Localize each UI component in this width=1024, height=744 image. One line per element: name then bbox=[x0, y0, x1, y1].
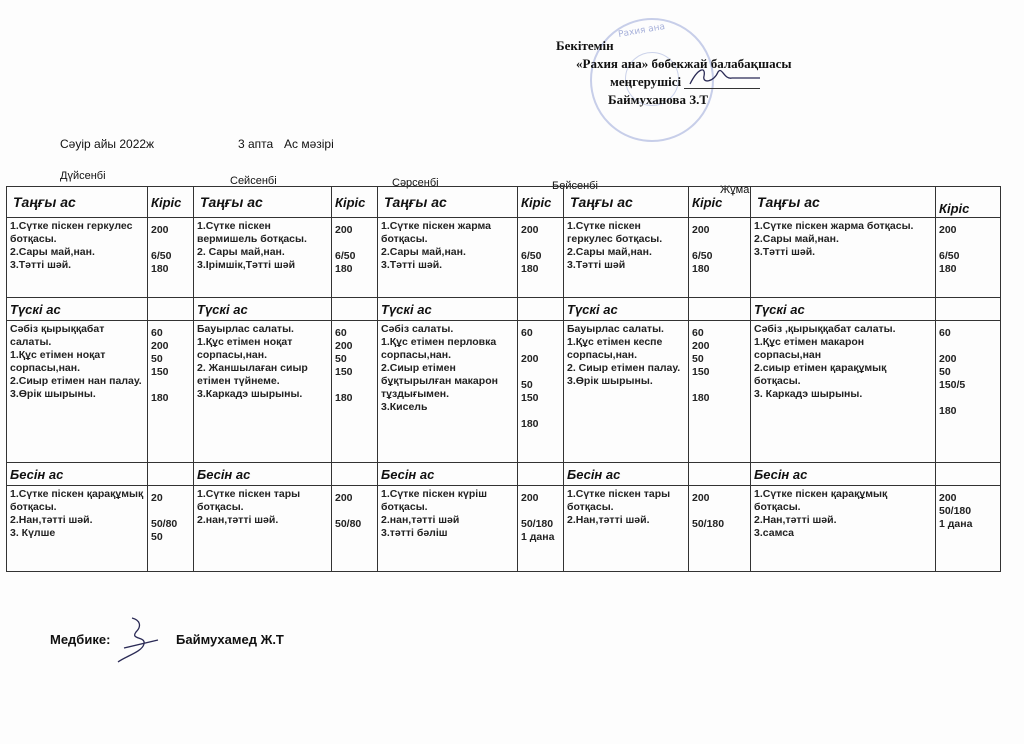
breakfast-menu-item: 2.Сары май,нан. bbox=[10, 246, 95, 258]
breakfast-yield-value: 6/50 bbox=[692, 250, 713, 262]
dinner-menu-item: 2.Нан,тәтті шәй. bbox=[10, 514, 93, 526]
dinner-menu-item: 1.Сүтке піскен қарақұмық ботқасы. bbox=[754, 488, 888, 513]
dinner-yield-value: 50 bbox=[151, 531, 163, 543]
breakfast-menu-item: 2.Сары май,нан. bbox=[381, 246, 466, 258]
breakfast-yield-value: 6/50 bbox=[521, 250, 542, 262]
day-friday: Жұма bbox=[720, 184, 750, 196]
dinner-yield-cell bbox=[689, 486, 751, 572]
lunch-heading: Түскі ас bbox=[7, 298, 148, 321]
dinner-menu-item: 2.нан,тәтті шәй bbox=[381, 514, 460, 526]
dinner-yield-value: 200 bbox=[335, 492, 353, 504]
breakfast-menu-item: 1.Сүтке піскен жарма ботқасы. bbox=[381, 220, 491, 245]
lunch-yield-value bbox=[939, 340, 997, 353]
lunch-menu-item: Бауырлас салаты. bbox=[197, 323, 294, 335]
lunch-heading: Түскі ас bbox=[194, 298, 332, 321]
dinner-items-cell bbox=[378, 486, 518, 572]
lunch-menu-item: 2.Сиыр етімен бұқтырылған макарон тұздығымен. bbox=[381, 362, 498, 400]
breakfast-menu-item: 1.Сүтке піскен жарма ботқасы. bbox=[754, 220, 914, 232]
breakfast-menu-item: 2. Сары май,нан. bbox=[197, 246, 285, 258]
dinner-heading: Бесін ас bbox=[194, 463, 332, 486]
lunch-yield-value: 50 bbox=[151, 353, 163, 365]
lunch-yield-value: 180 bbox=[692, 392, 710, 404]
breakfast-yield-value: 200 bbox=[939, 224, 957, 236]
dinner-menu-item: 3.тәтті бәліш bbox=[381, 527, 448, 539]
yield-heading: Кіріс bbox=[689, 187, 751, 218]
lunch-items-cell bbox=[378, 321, 518, 463]
dinner-menu-item: 1.Сүтке піскен тары ботқасы. bbox=[567, 488, 671, 513]
lunch-yield-value: 60 bbox=[521, 327, 533, 339]
dinner-yield-value: 50/80 bbox=[335, 518, 362, 530]
stamp-text: Рахия ана bbox=[617, 21, 666, 41]
lunch-menu-item: Сәбіз ,қырыққабат салаты. bbox=[754, 323, 896, 335]
breakfast-heading: Таңғы ас bbox=[564, 187, 689, 218]
day-monday: Дүйсенбі bbox=[60, 170, 106, 182]
lunch-menu-item: 1.Құс етімен ноқат сорпасы,нан. bbox=[10, 349, 106, 374]
lunch-menu-item: 3.Каркадэ шырыны. bbox=[197, 388, 303, 400]
lunch-yield-value: 200 bbox=[335, 340, 353, 352]
breakfast-menu-item: 3.Тәтті шәй. bbox=[381, 259, 443, 271]
lunch-items-cell bbox=[7, 321, 148, 463]
lunch-yield-value: 50 bbox=[521, 379, 533, 391]
lunch-menu-item: 2.Сиыр етімен нан палау. bbox=[10, 375, 142, 387]
breakfast-menu-item: 3.Ірімшік,Тәтті шәй bbox=[197, 259, 296, 271]
breakfast-menu-item: 3.Тәтті шәй. bbox=[754, 246, 816, 258]
lunch-menu-item: Бауырлас салаты. bbox=[567, 323, 664, 335]
lunch-yield-value: 150 bbox=[521, 392, 539, 404]
nurse-label: Медбике: bbox=[50, 632, 111, 647]
lunch-yield-value bbox=[335, 379, 374, 392]
dinner-items-cell bbox=[7, 486, 148, 572]
week-label: 3 апта bbox=[238, 137, 274, 151]
lunch-yield-value: 180 bbox=[521, 418, 539, 430]
dinner-items-cell bbox=[564, 486, 689, 572]
lunch-menu-item: 2. Жаншылаған сиыр етімен түйнеме. bbox=[197, 362, 308, 387]
lunch-yield-value bbox=[939, 392, 997, 405]
dinner-yield-value: 200 bbox=[692, 492, 710, 504]
lunch-yield-cell bbox=[936, 321, 1001, 463]
breakfast-items-cell bbox=[564, 218, 689, 298]
lunch-heading: Түскі ас bbox=[378, 298, 518, 321]
dinner-menu-item: 3. Күлше bbox=[10, 527, 56, 539]
day-wednesday: Сәрсенбі bbox=[392, 177, 439, 189]
breakfast-yield-value bbox=[151, 237, 190, 250]
breakfast-yield-value: 180 bbox=[939, 263, 957, 275]
breakfast-heading: Таңғы ас bbox=[194, 187, 332, 218]
lunch-menu-item: 3.Өрік шырыны. bbox=[567, 375, 653, 387]
lunch-yield-value: 180 bbox=[939, 405, 957, 417]
breakfast-menu-item: 2.Сары май,нан. bbox=[567, 246, 652, 258]
yield-heading: Кіріс bbox=[332, 187, 378, 218]
breakfast-yield-value: 6/50 bbox=[939, 250, 960, 262]
lunch-yield-cell bbox=[689, 321, 751, 463]
lunch-menu-item: Сәбіз салаты. bbox=[381, 323, 454, 335]
breakfast-items-cell bbox=[7, 218, 148, 298]
dinner-menu-item: 3.самса bbox=[754, 527, 795, 539]
lunch-yield-value: 60 bbox=[939, 327, 951, 339]
breakfast-yield-value: 6/50 bbox=[335, 250, 356, 262]
lunch-row bbox=[7, 321, 1001, 463]
lunch-yield-value: 60 bbox=[151, 327, 163, 339]
approval-title: Бекітемін bbox=[556, 38, 614, 53]
breakfast-yield-value bbox=[335, 237, 374, 250]
dinner-heading: Бесін ас bbox=[564, 463, 689, 486]
lunch-menu-item: 2.сиыр етімен қарақұмық ботқасы. bbox=[754, 362, 887, 387]
breakfast-yield-value: 200 bbox=[151, 224, 169, 236]
menu-table bbox=[6, 186, 1001, 572]
lunch-yield-value bbox=[151, 379, 190, 392]
breakfast-yield-cell bbox=[332, 218, 378, 298]
lunch-menu-item: 1.Құс етімен кеспе сорпасы,нан. bbox=[567, 336, 663, 361]
lunch-yield-value: 200 bbox=[692, 340, 710, 352]
breakfast-yield-cell bbox=[689, 218, 751, 298]
nurse-signature bbox=[112, 612, 168, 668]
dinner-menu-item: 1.Сүтке піскен қарақұмық ботқасы. bbox=[10, 488, 144, 513]
lunch-header-row bbox=[7, 298, 1001, 321]
breakfast-menu-item: 3.Тәтті шәй bbox=[567, 259, 626, 271]
lunch-yield-value: 200 bbox=[151, 340, 169, 352]
lunch-menu-item: 1.Құс етімен перловка сорпасы,нан. bbox=[381, 336, 497, 361]
lunch-yield-value: 150 bbox=[335, 366, 353, 378]
lunch-items-cell bbox=[751, 321, 936, 463]
signature-line bbox=[684, 88, 760, 89]
dinner-menu-item: 2.нан,тәтті шәй. bbox=[197, 514, 279, 526]
dinner-yield-cell bbox=[936, 486, 1001, 572]
dinner-items-cell bbox=[194, 486, 332, 572]
lunch-yield-cell bbox=[518, 321, 564, 463]
breakfast-yield-value: 180 bbox=[692, 263, 710, 275]
dinner-yield-value bbox=[692, 505, 747, 518]
dinner-items-cell bbox=[751, 486, 936, 572]
breakfast-menu-item: 1.Сүтке піскен геркулес ботқасы. bbox=[10, 220, 133, 245]
lunch-menu-item: 1.Құс етімен макарон сорпасы,нан bbox=[754, 336, 865, 361]
dinner-heading: Бесін ас bbox=[7, 463, 148, 486]
lunch-items-cell bbox=[194, 321, 332, 463]
breakfast-heading: Таңғы ас bbox=[378, 187, 518, 218]
dinner-yield-value: 50/180 bbox=[939, 505, 972, 517]
breakfast-heading: Таңғы ас bbox=[751, 187, 936, 218]
breakfast-yield-value: 180 bbox=[151, 263, 169, 275]
breakfast-menu-item: 1.Сүтке піскен вермишель ботқасы. bbox=[197, 220, 307, 245]
lunch-yield-value: 150 bbox=[151, 366, 169, 378]
yield-heading: Кіріс bbox=[936, 187, 1001, 218]
dinner-yield-value: 50/80 bbox=[151, 518, 178, 530]
lunch-menu-item: 2. Сиыр етімен палау. bbox=[567, 362, 681, 374]
lunch-yield-value: 200 bbox=[939, 353, 957, 365]
lunch-yield-cell bbox=[148, 321, 194, 463]
breakfast-yield-value: 200 bbox=[692, 224, 710, 236]
day-tuesday: Сейсенбі bbox=[230, 175, 277, 187]
breakfast-yield-value bbox=[521, 237, 560, 250]
lunch-menu-item: 3. Каркадэ шырыны. bbox=[754, 388, 863, 400]
lunch-menu-item: 3.Өрік шырыны. bbox=[10, 388, 96, 400]
lunch-yield-value: 50 bbox=[939, 366, 951, 378]
dinner-yield-value bbox=[151, 505, 190, 518]
lunch-menu-item: 3.Кисель bbox=[381, 401, 428, 413]
breakfast-yield-cell bbox=[518, 218, 564, 298]
nurse-name: Баймухамед Ж.Т bbox=[176, 632, 284, 647]
yield-heading: Кіріс bbox=[148, 187, 194, 218]
dinner-yield-value: 50/180 bbox=[692, 518, 725, 530]
breakfast-header-row bbox=[7, 187, 1001, 218]
breakfast-row bbox=[7, 218, 1001, 298]
day-thursday: Бейсенбі bbox=[552, 180, 598, 192]
dinner-header-row bbox=[7, 463, 1001, 486]
dinner-menu-item: 2.Нан,тәтті шәй. bbox=[567, 514, 650, 526]
lunch-yield-value bbox=[521, 405, 560, 418]
dinner-menu-item: 1.Сүтке піскен күріш ботқасы. bbox=[381, 488, 487, 513]
lunch-heading: Түскі ас bbox=[564, 298, 689, 321]
dinner-row bbox=[7, 486, 1001, 572]
dinner-yield-cell bbox=[148, 486, 194, 572]
breakfast-items-cell bbox=[751, 218, 936, 298]
breakfast-yield-value: 200 bbox=[335, 224, 353, 236]
yield-heading: Кіріс bbox=[518, 187, 564, 218]
month-label: Сәуір айы 2022ж bbox=[60, 137, 155, 151]
breakfast-items-cell bbox=[194, 218, 332, 298]
breakfast-items-cell bbox=[378, 218, 518, 298]
dinner-yield-value: 20 bbox=[151, 492, 163, 504]
lunch-yield-value: 180 bbox=[335, 392, 353, 404]
lunch-yield-value bbox=[521, 340, 560, 353]
lunch-yield-value bbox=[521, 366, 560, 379]
dinner-yield-cell bbox=[518, 486, 564, 572]
lunch-yield-value: 60 bbox=[335, 327, 347, 339]
dinner-menu-item: 1.Сүтке піскен тары ботқасы. bbox=[197, 488, 301, 513]
lunch-yield-value: 50 bbox=[335, 353, 347, 365]
lunch-yield-value: 150 bbox=[692, 366, 710, 378]
dinner-yield-value: 50/180 bbox=[521, 518, 554, 530]
breakfast-menu-item: 1.Сүтке піскен геркулес ботқасы. bbox=[567, 220, 663, 245]
dinner-yield-value: 1 дана bbox=[939, 518, 973, 530]
breakfast-yield-value: 6/50 bbox=[151, 250, 172, 262]
breakfast-yield-value: 180 bbox=[335, 263, 353, 275]
lunch-items-cell bbox=[564, 321, 689, 463]
dinner-heading: Бесін ас bbox=[378, 463, 518, 486]
breakfast-yield-value: 200 bbox=[521, 224, 539, 236]
lunch-yield-value bbox=[692, 379, 747, 392]
dinner-yield-value: 200 bbox=[521, 492, 539, 504]
lunch-yield-value: 150/5 bbox=[939, 379, 966, 391]
lunch-heading: Түскі ас bbox=[751, 298, 936, 321]
breakfast-menu-item: 2.Сары май,нан. bbox=[754, 233, 839, 245]
breakfast-yield-cell bbox=[936, 218, 1001, 298]
dinner-yield-value: 1 дана bbox=[521, 531, 555, 543]
approval-name: Баймуханова З.Т bbox=[608, 92, 708, 107]
lunch-menu-item: 1.Құс етімен ноқат сорпасы,нан. bbox=[197, 336, 293, 361]
breakfast-heading: Таңғы ас bbox=[7, 187, 148, 218]
dinner-yield-value bbox=[521, 505, 560, 518]
breakfast-menu-item: 3.Тәтті шәй. bbox=[10, 259, 72, 271]
dinner-heading: Бесін ас bbox=[751, 463, 936, 486]
lunch-yield-value: 50 bbox=[692, 353, 704, 365]
breakfast-yield-cell bbox=[148, 218, 194, 298]
dinner-menu-item: 2.Нан,тәтті шәй. bbox=[754, 514, 837, 526]
dinner-yield-value: 200 bbox=[939, 492, 957, 504]
dinner-yield-cell bbox=[332, 486, 378, 572]
lunch-yield-value: 180 bbox=[151, 392, 169, 404]
lunch-yield-value: 60 bbox=[692, 327, 704, 339]
breakfast-yield-value bbox=[692, 237, 747, 250]
approval-org: «Рахия ана» бөбекжай балабақшасы bbox=[576, 56, 792, 71]
lunch-yield-cell bbox=[332, 321, 378, 463]
menu-label: Ас мәзірі bbox=[284, 137, 334, 151]
approval-role: меңгерушісі bbox=[610, 74, 682, 89]
lunch-yield-value: 200 bbox=[521, 353, 539, 365]
breakfast-yield-value: 180 bbox=[521, 263, 539, 275]
dinner-yield-value bbox=[335, 505, 374, 518]
breakfast-yield-value bbox=[939, 237, 997, 250]
lunch-menu-item: Сәбіз қырыққабат салаты. bbox=[10, 323, 105, 348]
